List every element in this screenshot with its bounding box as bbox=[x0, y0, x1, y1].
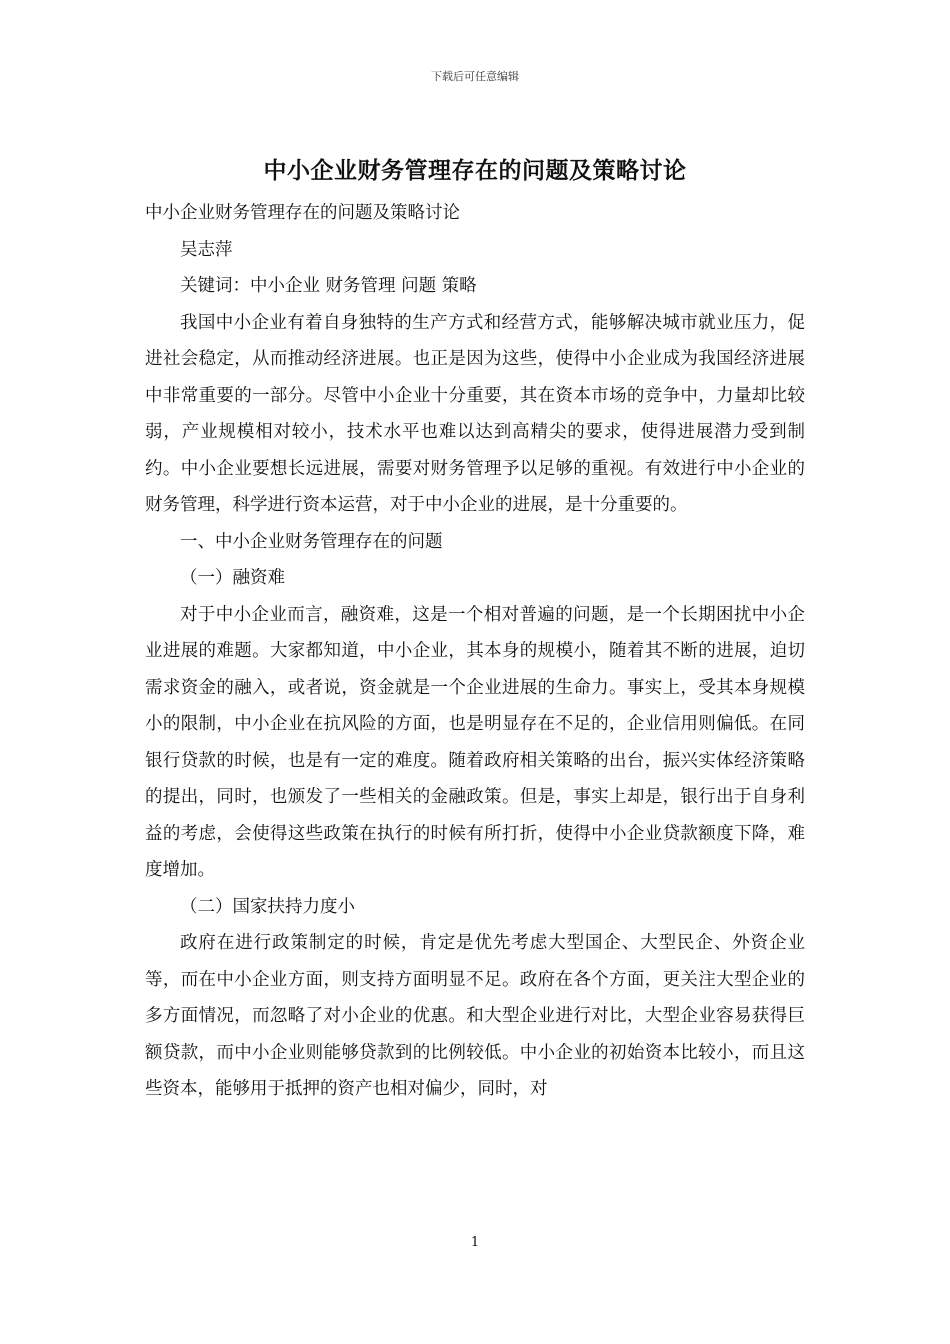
subsection-heading-1: （一）融资难 bbox=[180, 568, 285, 588]
page-number: 1 bbox=[470, 1235, 480, 1250]
document-title: 中小企业财务管理存在的问题及策略讨论 bbox=[263, 157, 687, 184]
header-note: 下载后可任意编辑 bbox=[431, 70, 519, 83]
author-line: 吴志萍 bbox=[180, 239, 233, 260]
intro-paragraph: 我国中小企业有着自身独特的生产方式和经营方式，能够解决城市就业压力，促进社会稳定，从而推动经济进展。也正是因为这些，使得中小企业成为我国经济进展中非常重要的一部分。尽管中小企业十分重要，其在资本市场的竞争中，力量却比较弱，产业规模相对较小，技术水平也难以达到高精尖的要求，使得进展潜力受到制约。中小企业要想长远进展，需要对财务管理予以足够的重视。有效进行中小企业的财务管理，科学进行资本运营，对于中小企业的进展，是十分重要的。 bbox=[145, 312, 805, 515]
document-subtitle: 中小企业财务管理存在的问题及策略讨论 bbox=[145, 203, 460, 223]
subsection-heading-2: （二）国家扶持力度小 bbox=[180, 896, 355, 917]
subsection-2-paragraph: 政府在进行政策制定的时候，肯定是优先考虑大型国企、大型民企、外资企业等，而在中小企业方面，则支持方面明显不足。政府在各个方面，更关注大型企业的多方面情况，而忽略了对小企业的优惠。和大型企业进行对比，大型企业容易获得巨额贷款，而中小企业则能够贷款到的比例较低。中小企业的初始资本比较小，而且这些资本，能够用于抵押的资产也相对偏少，同时，对 bbox=[145, 933, 805, 1099]
subsection-1-paragraph: 对于中小企业而言，融资难，这是一个相对普遍的问题，是一个长期困扰中小企业进展的难题。大家都知道，中小企业，其本身的规模小，随着其不断的进展，迫切需求资金的融入，或者说，资金就是一个企业进展的生命力。事实上，受其本身规模小的限制，中小企业在抗风险的方面，也是明显存在不足的，企业信用则偏低。在同银行贷款的时候，也是有一定的难度。随着政府相关策略的出台，振兴实体经济策略的提出，同时，也颁发了一些相关的金融政策。但是，事实上却是，银行出于自身利益的考虑，会使得这些政策在执行的时候有所打折，使得中小企业贷款额度下降，难度增加。 bbox=[145, 604, 805, 880]
keywords-line: 关键词：中小企业 财务管理 问题 策略 bbox=[180, 276, 477, 296]
document-body bbox=[145, 195, 805, 1108]
section-heading-1: 一、中小企业财务管理存在的问题 bbox=[180, 531, 443, 552]
